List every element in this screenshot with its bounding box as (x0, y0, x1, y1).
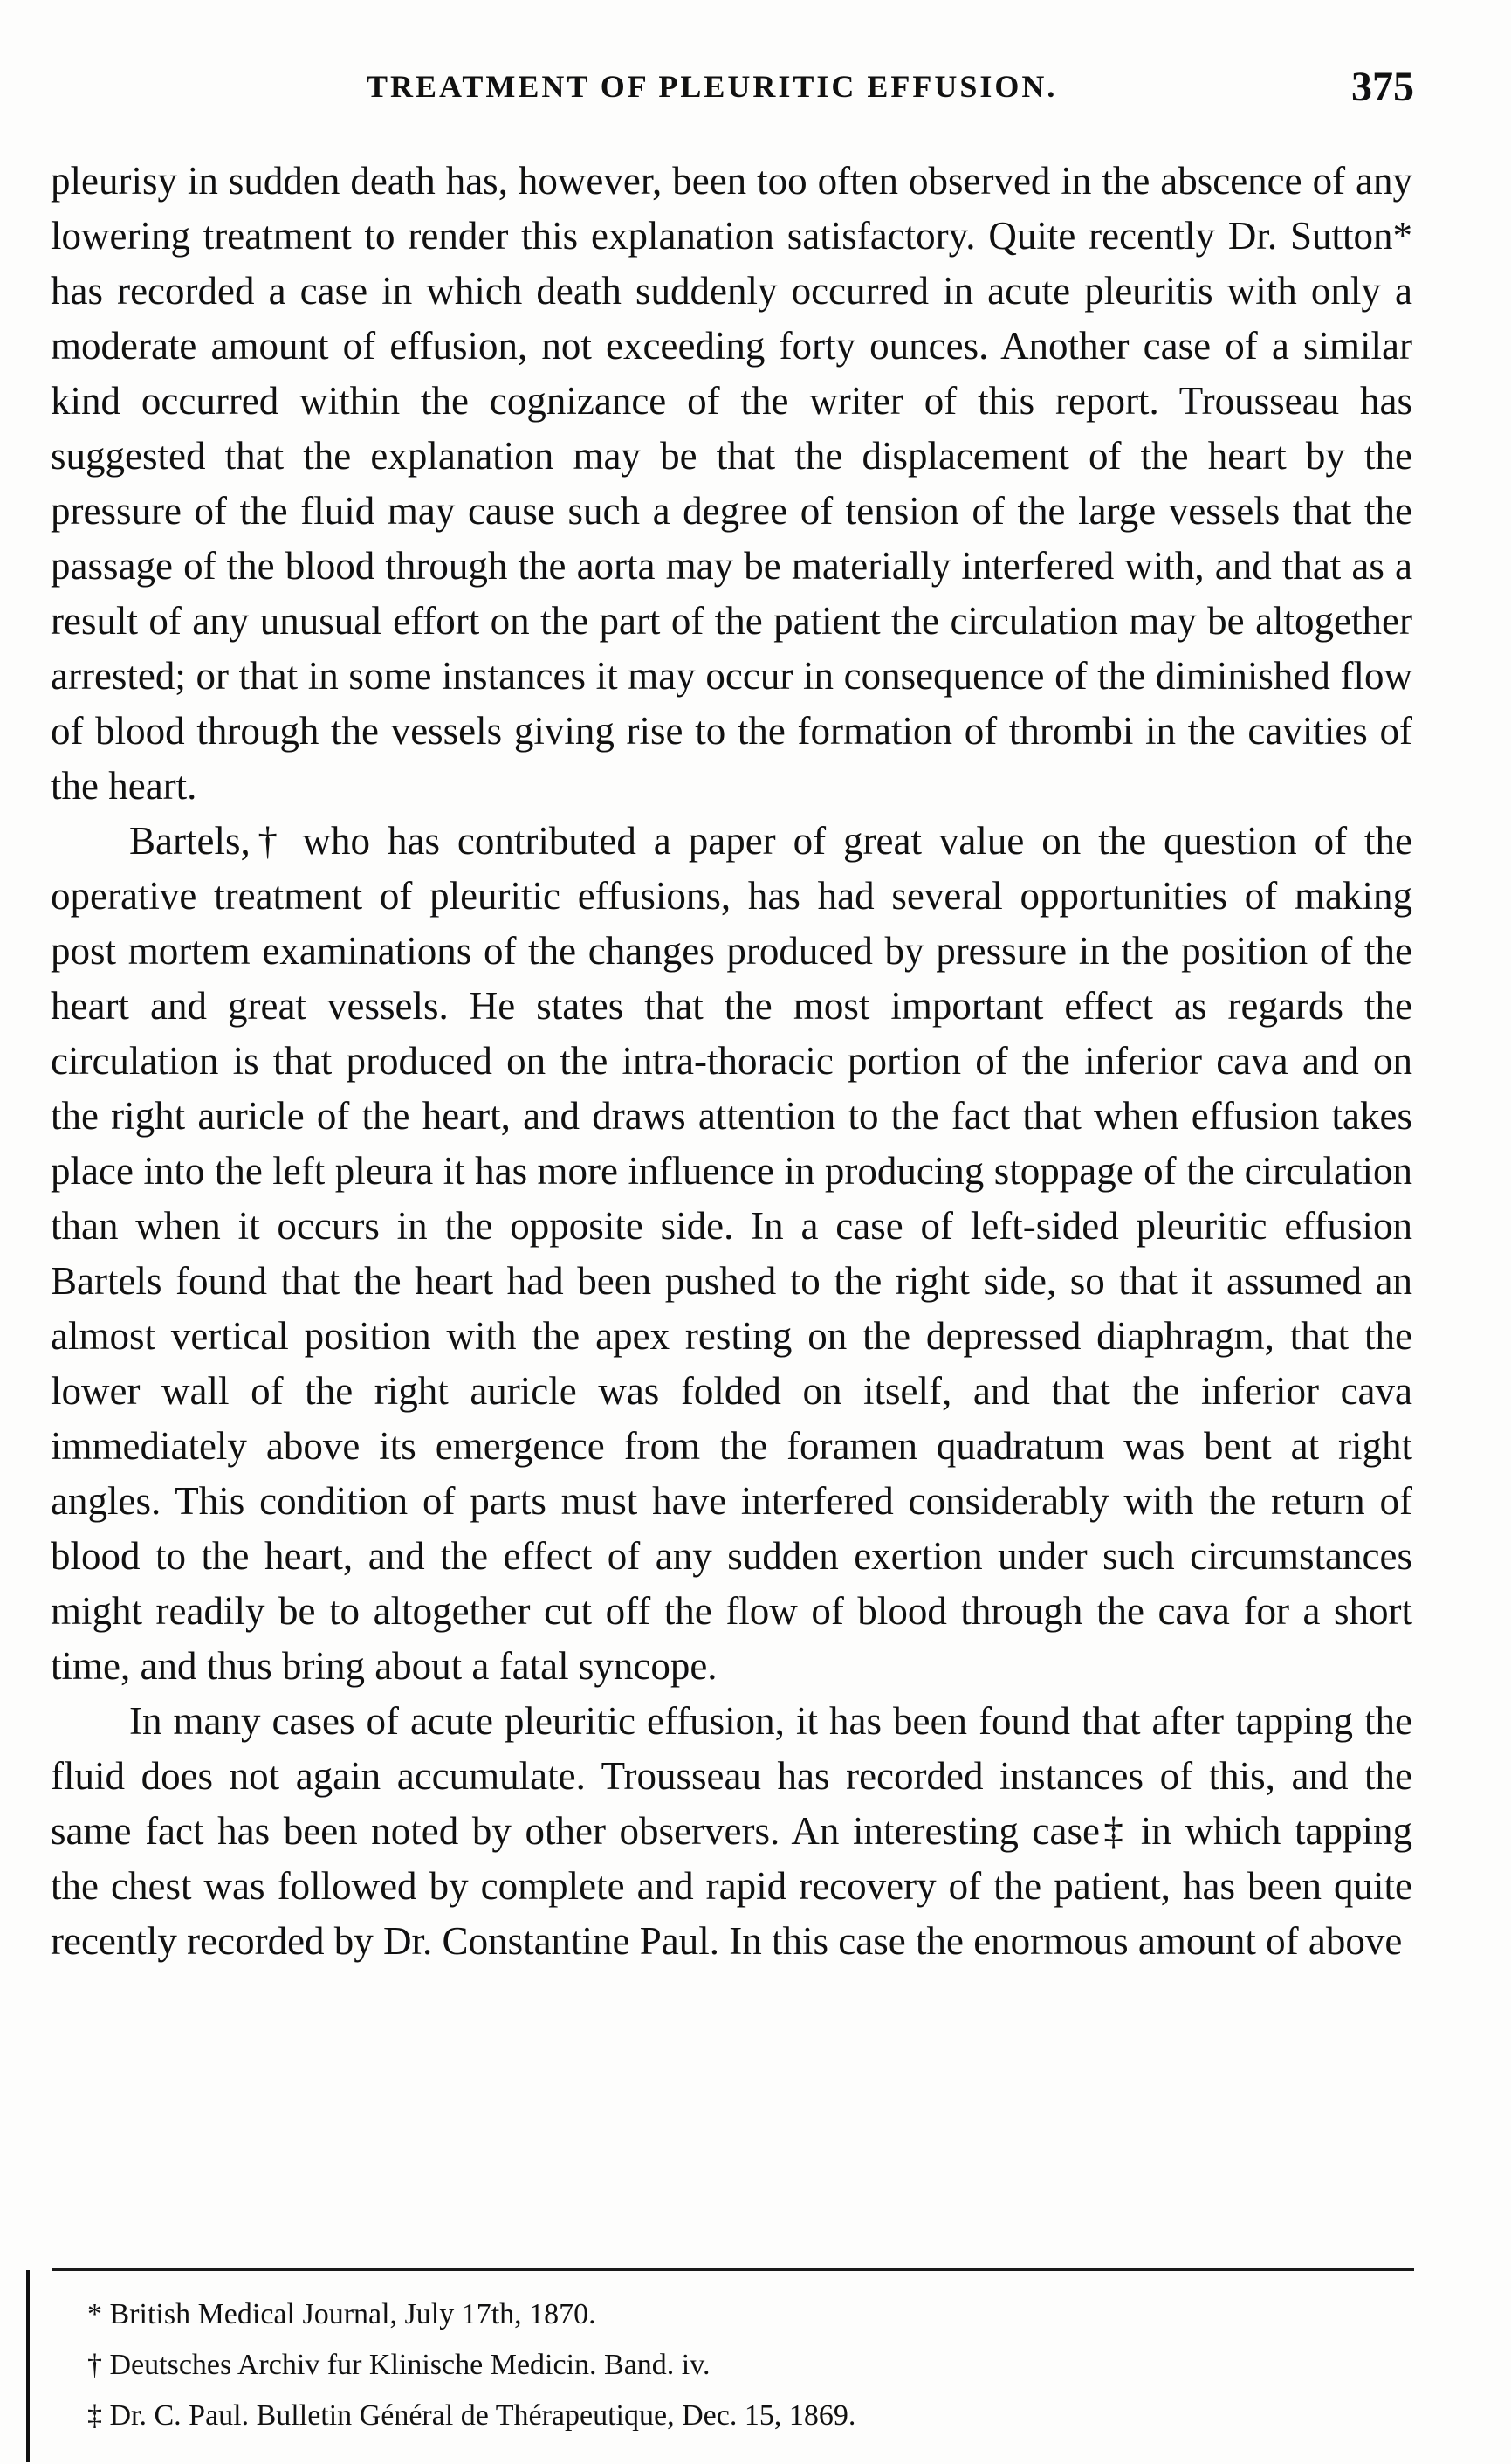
running-head (52, 64, 1414, 120)
paragraph-bartels: Bartels,† who has contributed a paper of great value on the question of the operative treatment of pleuritic effusions, has had several opportunities of making post mortem examinations of the changes produced by pressure in the position of the heart and great vessels. He states that the most important effect as regards the circulation is that produced on the intra-thoracic portion of the inferior cava and on the right auricle of the heart, and draws attention to the fact that when effusion takes place into the left pleura it has more influence in producing stoppage of the circulation than when it occurs in the opposite side. In a case of left-sided pleuritic effusion Bartels found that the heart had been pushed to the right side, so that it assumed an almost vertical position with the apex resting on the depressed diaphragm, that the lower wall of the right auricle was folded on itself, and that the inferior cava immediately above its emergence from the foramen quadratum was bent at right angles. This condition of parts must have interfered considerably with the return of blood to the heart, and the effect of any sudden exertion under such circumstances might readily be to altogether cut off the flow of blood through the cava for a short time, and thus bring about a fatal syncope. (51, 819, 1412, 1688)
paragraph-continued: pleurisy in sudden death has, however, been too often observed in the abscence of any lowering treatment to render this explanation satisfactory. Quite recently Dr. Sutton* has recorded a case in which death suddenly occurred in acute pleuritis with only a moderate amount of effusion, not exceeding forty ounces. Another case of a similar kind occurred within the cognizance of the writer of this report. Trousseau has suggested that the explanation may be that the displacement of the heart by the pressure of the fluid may cause such a degree of tension of the large vessels that the passage of the blood through the aorta may be materially interfered with, and that as a result of any unusual effort on the part of the patient the circulation may be altogether arrested; or that in some instances it may occur in consequence of the diminished flow of blood through the vessels giving rise to the formation of thrombi in the cavities of the heart. (51, 159, 1412, 808)
paragraph-tapping: In many cases of acute pleuritic effusion, it has been found that after tapping the fluid does not again accumulate. Trousseau has recorded instances of this, and the same fact has been noted by other observers. An interesting case‡ in which tapping the chest was followed by complete and rapid recovery of the patient, has been quite recently recorded by Dr. Constantine Paul. In this case the enormous amount of above (51, 1699, 1412, 1963)
footnote-bartels: † Deutsches Archiv fur Klinische Medicin. Band. iv. (87, 2349, 711, 2381)
page-number: 375 (1351, 64, 1414, 110)
footnote-paul: ‡ Dr. C. Paul. Bulletin Général de Thérapeutique, Dec. 15, 1869. (87, 2399, 856, 2432)
footnote-sutton: * British Medical Journal, July 17th, 1870. (87, 2298, 596, 2330)
body-text (51, 154, 1412, 1969)
binding-margin-mark (26, 2270, 30, 2462)
footnote-divider (52, 2268, 1414, 2271)
running-title: TREATMENT OF PLEURITIC EFFUSION. (367, 69, 1058, 104)
footnotes (87, 2289, 1397, 2441)
